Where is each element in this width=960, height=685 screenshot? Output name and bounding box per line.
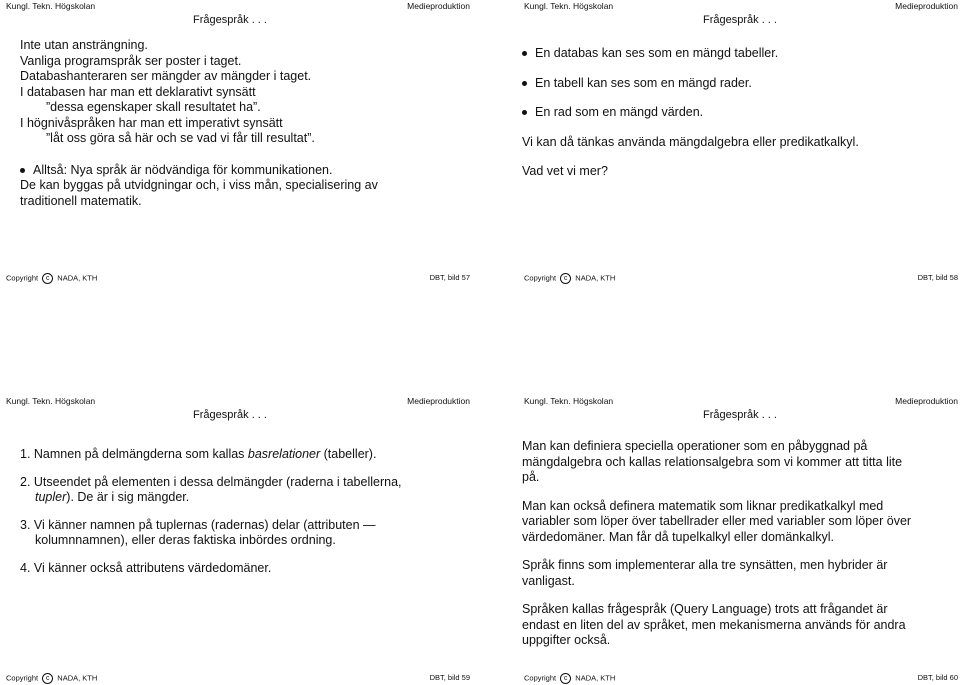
text-line: traditionell matematik. <box>20 193 142 208</box>
slide-60 <box>480 395 960 685</box>
text-line-quote: ”dessa egenskaper skall resultatet ha”. <box>46 100 261 114</box>
bullet-text: En databas kan ses som en mängd tabeller. <box>535 46 779 60</box>
copyright-icon: c <box>560 273 571 284</box>
slide-body <box>522 439 954 662</box>
slide-57 <box>0 0 480 300</box>
paragraph: Vi kan då tänkas använda mängdalgebra eller predikatkalkyl. <box>522 134 859 149</box>
slide-title: Frågespråk . . . <box>193 14 267 26</box>
header-course: Medieproduktion <box>407 396 470 406</box>
footer-slide-number: DBT, bild 58 <box>917 273 958 282</box>
emphasis-term: tupler <box>35 490 67 504</box>
paragraph: Vad vet vi mer? <box>522 164 608 178</box>
paragraph: Språk finns som implementerar alla tre synsätten, men hybrider är vanligast. <box>522 558 888 588</box>
header-institution: Kungl. Tekn. Högskolan <box>6 396 96 406</box>
text-line: Inte utan ansträngning. <box>20 38 148 52</box>
text-line-quote: ”låt oss göra så här och se vad vi får till resultat”. <box>46 131 315 145</box>
header-institution: Kungl. Tekn. Högskolan <box>524 396 614 406</box>
footer-slide-number: DBT, bild 57 <box>429 273 470 282</box>
bullet-dot-icon <box>20 168 25 173</box>
bullet-item <box>522 46 952 62</box>
bullet-dot-icon <box>522 51 527 56</box>
slide-title: Frågespråk . . . <box>703 409 777 421</box>
paragraph: Man kan också definera matematik som liknar predikatkalkyl med variabler som löper över tabellrader eller med variabler som löper över värdedomäner. Man får då tupelkalkyl eller domänkalkyl. <box>522 498 912 544</box>
paragraph: Man kan definiera speciella operationer som en påbyggnad på mängdalgebra och kallas relationsalgebra som vi kommer att titta lite på. <box>522 439 903 484</box>
copyright-icon: c <box>42 673 53 684</box>
bullet-item <box>522 105 952 121</box>
text-line: De kan byggas på utvidgningar och, i viss mån, specialisering av <box>20 178 378 192</box>
text-line: Vanliga programspråk ser poster i taget. <box>20 53 242 68</box>
header-institution: Kungl. Tekn. Högskolan <box>6 1 96 11</box>
slide-body <box>20 38 460 209</box>
paragraph: Språken kallas frågespråk (Query Language) trots att frågandet är endast en liten del av språket, men mekanismerna används för andra uppgifter också. <box>522 602 906 647</box>
header-course: Medieproduktion <box>895 1 958 11</box>
bullet-text: En tabell kan ses som en mängd rader. <box>535 75 752 90</box>
footer-slide-number: DBT, bild 59 <box>429 673 470 682</box>
slide-title: Frågespråk . . . <box>703 14 777 26</box>
text-line: I databasen har man ett deklarativt synsätt <box>20 84 256 99</box>
slide-body <box>522 46 952 194</box>
text-line: Databashanteraren ser mängder av mängder i taget. <box>20 69 312 83</box>
bullet-item <box>522 76 952 92</box>
list-item: 1. Namnen på delmängderna som kallas basrelationer (tabeller). <box>20 447 377 461</box>
copyright-icon: c <box>42 273 53 284</box>
bullet-text: Alltså: Nya språk är nödvändiga för kommunikationen. <box>33 162 333 177</box>
header-course: Medieproduktion <box>407 1 470 11</box>
bullet-dot-icon <box>522 81 527 86</box>
footer-slide-number: DBT, bild 60 <box>917 673 958 682</box>
slide-59 <box>0 395 480 685</box>
list-item: 2. Utseendet på elementen i dessa delmängder (raderna i tabellerna, tupler). De är i sig mängder. <box>20 474 402 504</box>
list-item: 4. Vi känner också attributens värdedomäner. <box>20 560 272 575</box>
list-item: 3. Vi känner namnen på tuplernas (radernas) delar (attributen — kolumnnamnen), eller deras faktiska inbördes ordning. <box>20 517 376 547</box>
header-course: Medieproduktion <box>895 396 958 406</box>
copyright-icon: c <box>560 673 571 684</box>
footer-copyright: Copyright c NADA, KTH <box>6 673 98 683</box>
bullet-item <box>20 163 460 179</box>
slide-title: Frågespråk . . . <box>193 409 267 421</box>
footer-copyright: Copyright c NADA, KTH <box>524 673 616 683</box>
slide-body <box>20 447 460 588</box>
slide-58 <box>480 0 960 300</box>
text-line: I högnivåspråken har man ett imperativt synsätt <box>20 115 283 130</box>
bullet-text: En rad som en mängd värden. <box>535 105 704 119</box>
emphasis-term: basrelationer <box>247 447 321 461</box>
footer-copyright: Copyright c NADA, KTH <box>524 273 616 283</box>
footer-copyright: Copyright c NADA, KTH <box>6 273 98 283</box>
bullet-dot-icon <box>522 110 527 115</box>
header-institution: Kungl. Tekn. Högskolan <box>524 1 614 11</box>
